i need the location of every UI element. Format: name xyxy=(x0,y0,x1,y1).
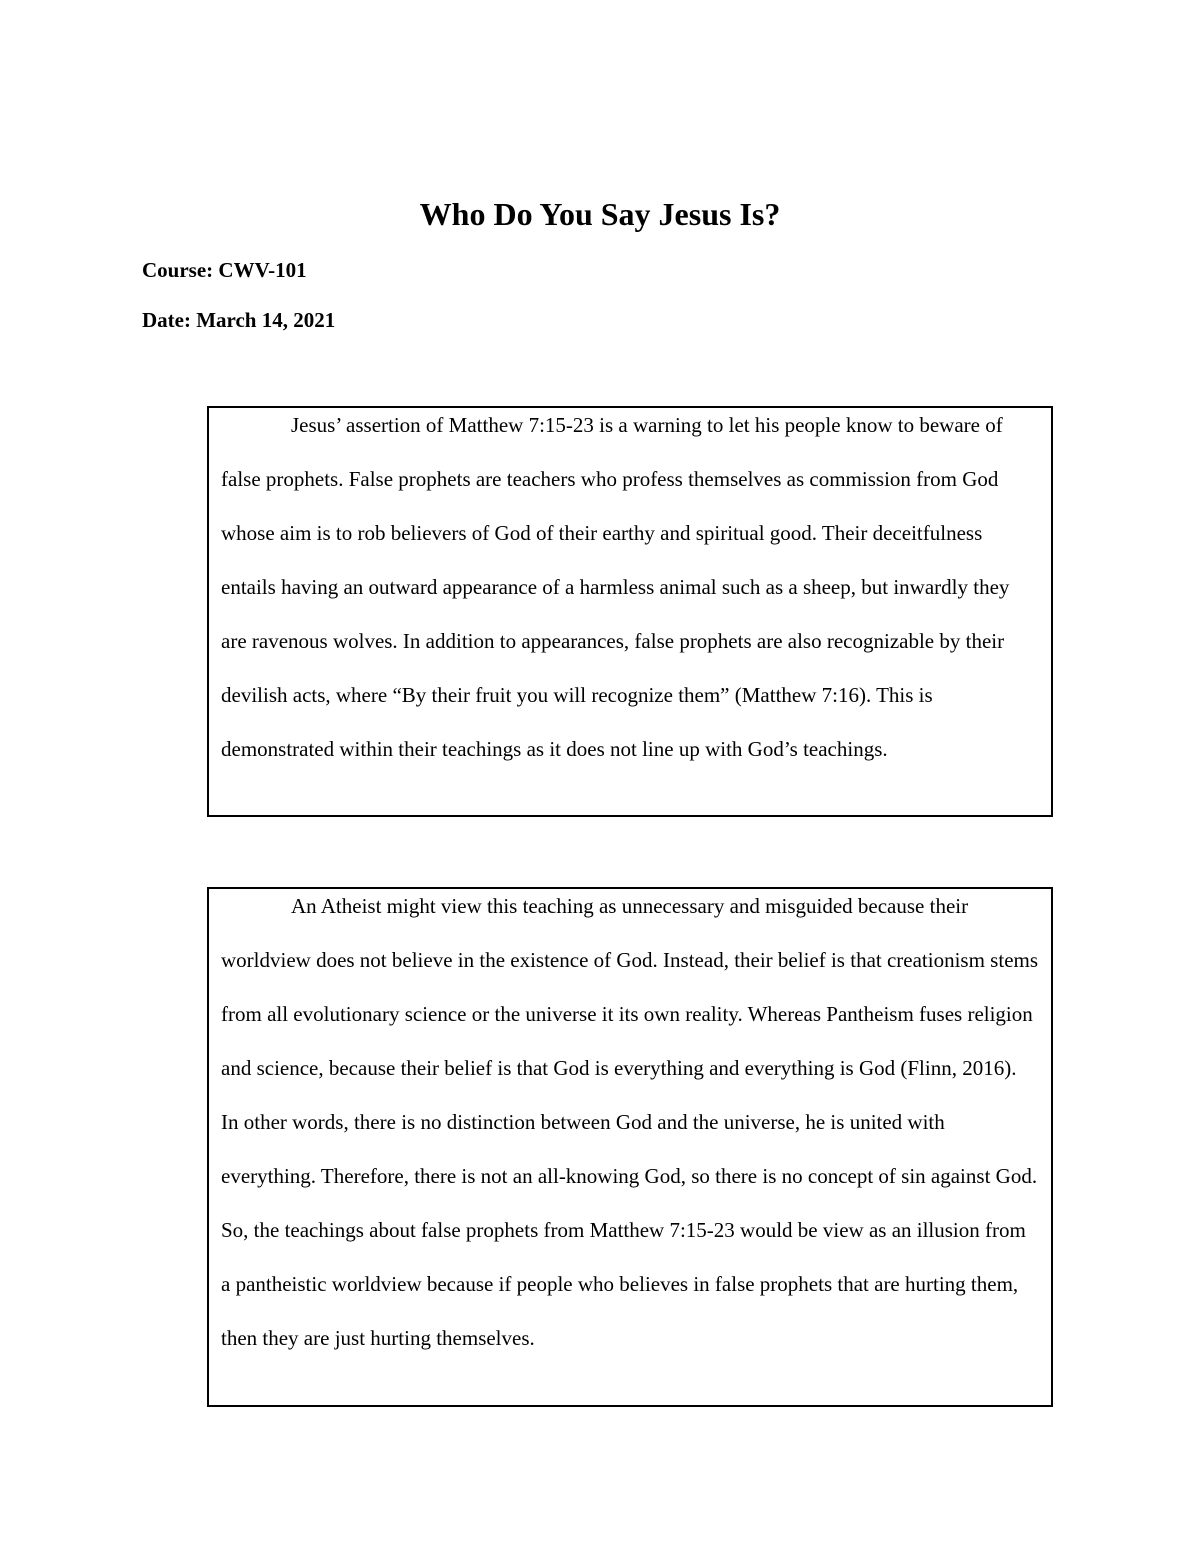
paragraph-box-1 xyxy=(207,406,1053,817)
paragraph-text-1: Jesus’ assertion of Matthew 7:15-23 is a warning to let his people know to beware of false prophets. False prophets are teachers who profess themselves as commission from God whose aim is to rob believers of God of their earthy and spiritual good. Their deceitfulness entails having an outward appearance of a harmless animal such as a sheep, but inwardly they are ravenous wolves. In addition to appearances, false prophets are also recognizable by their devilish acts, where “By their fruit you will recognize them” (Matthew 7:16). This is demonstrated within their teachings as it does not line up with God’s teachings. xyxy=(221,413,1010,761)
course-line: Course: CWV-101 xyxy=(142,258,307,282)
document-title: Who Do You Say Jesus Is? xyxy=(419,196,781,232)
date-line: Date: March 14, 2021 xyxy=(142,308,336,332)
paragraph-text-2: An Atheist might view this teaching as unnecessary and misguided because their worldview does not believe in the existence of God. Instead, their belief is that creationism stems from all evolutionary science or the universe it its own reality. Whereas Pantheism fuses religion and science, because their belief is that God is everything and everything is God (Flinn, 2016). In other words, there is no distinction between God and the universe, he is united with everything. Therefore, there is not an all-knowing God, so there is no concept of sin against God. So, the teachings about false prophets from Matthew 7:15-23 would be view as an illusion from a pantheistic worldview because if people who believes in false prophets that are hurting them, then they are just hurting themselves. xyxy=(221,894,1039,1350)
paragraph-box-2 xyxy=(207,887,1053,1407)
